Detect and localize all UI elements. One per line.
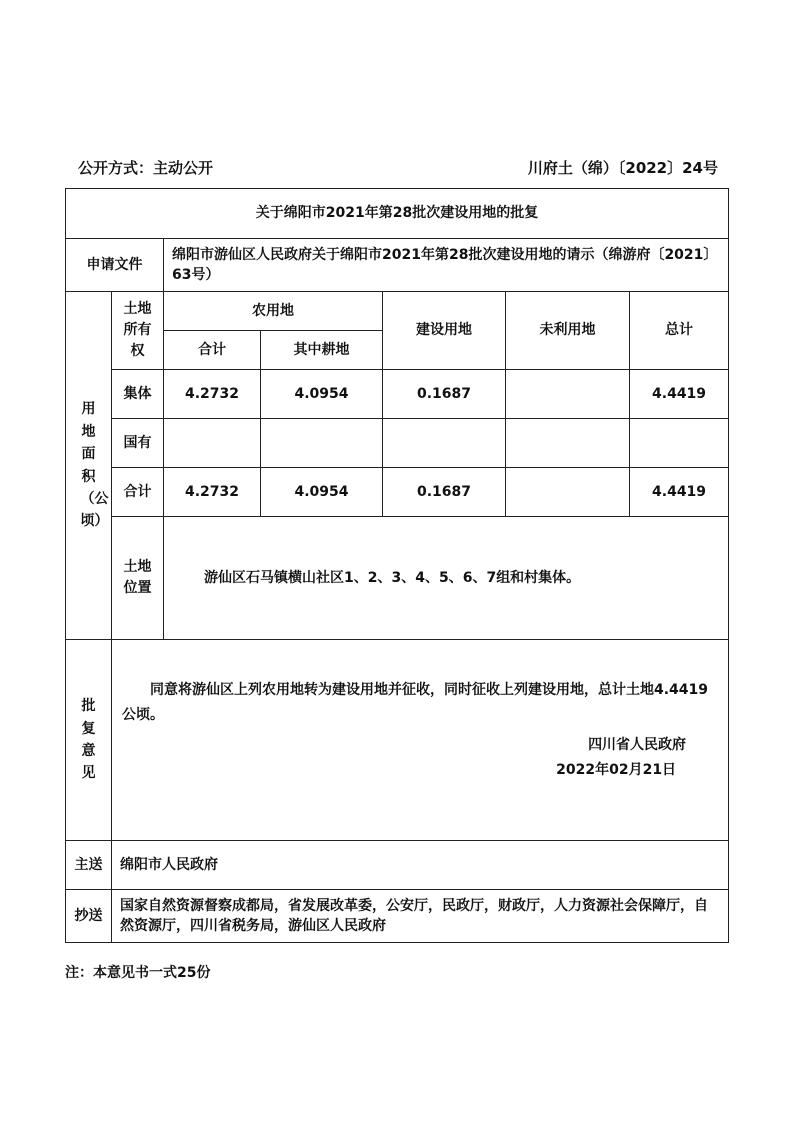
farmland-label: 农用地 (164, 292, 383, 331)
main-recipient-value: 绵阳市人民政府 (112, 841, 729, 890)
row-name: 集体 (112, 370, 164, 419)
row-name: 国有 (112, 419, 164, 468)
table-row (66, 370, 729, 419)
row-name: 合计 (112, 468, 164, 517)
disclosure-method: 公开方式：主动公开 (78, 159, 214, 177)
subtotal-label: 合计 (164, 331, 261, 370)
cell-subtotal: 4.2732 (164, 370, 261, 419)
cell-unused (506, 468, 630, 517)
cell-cultivated (261, 419, 383, 468)
cell-subtotal: 4.2732 (164, 468, 261, 517)
cell-total: 4.4419 (630, 468, 729, 517)
main-recipient-label: 主送 (66, 841, 112, 890)
cell-unused (506, 419, 630, 468)
cell-cultivated: 4.0954 (261, 468, 383, 517)
document-number: 川府土（绵）〔2022〕24号 (527, 159, 718, 177)
application-value: 绵阳市游仙区人民政府关于绵阳市2021年第28批次建设用地的请示（绵游府〔2021〕63号） (164, 239, 729, 292)
cell-construction: 0.1687 (383, 370, 506, 419)
approval-label: 批复意见 (66, 640, 112, 841)
cell-total: 4.4419 (630, 370, 729, 419)
application-label: 申请文件 (66, 239, 164, 292)
area-section-label: 用地面积（公顷） (66, 292, 112, 640)
approval-opinion (112, 640, 729, 841)
cc-label: 抄送 (66, 890, 112, 943)
total-label: 总计 (630, 292, 729, 370)
cultivated-label: 其中耕地 (261, 331, 383, 370)
cell-cultivated: 4.0954 (261, 370, 383, 419)
cell-unused (506, 370, 630, 419)
cell-total (630, 419, 729, 468)
unused-label: 未利用地 (506, 292, 630, 370)
document-title: 关于绵阳市2021年第28批次建设用地的批复 (66, 189, 729, 239)
cell-construction: 0.1687 (383, 468, 506, 517)
approval-signer: 四川省人民政府 (588, 737, 687, 753)
table-row (66, 468, 729, 517)
footnote: 注：本意见书一式25份 (65, 965, 211, 981)
cc-value: 国家自然资源督察成都局，省发展改革委，公安厅，民政厅，财政厅，人力资源社会保障厅，自然资源厅，四川省税务局，游仙区人民政府 (112, 890, 729, 943)
ownership-label: 土地所有权 (112, 292, 164, 370)
cell-construction (383, 419, 506, 468)
construction-label: 建设用地 (383, 292, 506, 370)
approval-date: 2022年02月21日 (556, 761, 677, 778)
approval-text: 同意将游仙区上列农用地转为建设用地并征收，同时征收上列建设用地，总计土地4.4419公顷。 (122, 682, 709, 723)
approval-table (65, 188, 729, 943)
cell-subtotal (164, 419, 261, 468)
location-label: 土地位置 (112, 517, 164, 640)
table-row (66, 419, 729, 468)
location-value: 游仙区石马镇横山社区1、2、3、4、5、6、7组和村集体。 (164, 517, 729, 640)
